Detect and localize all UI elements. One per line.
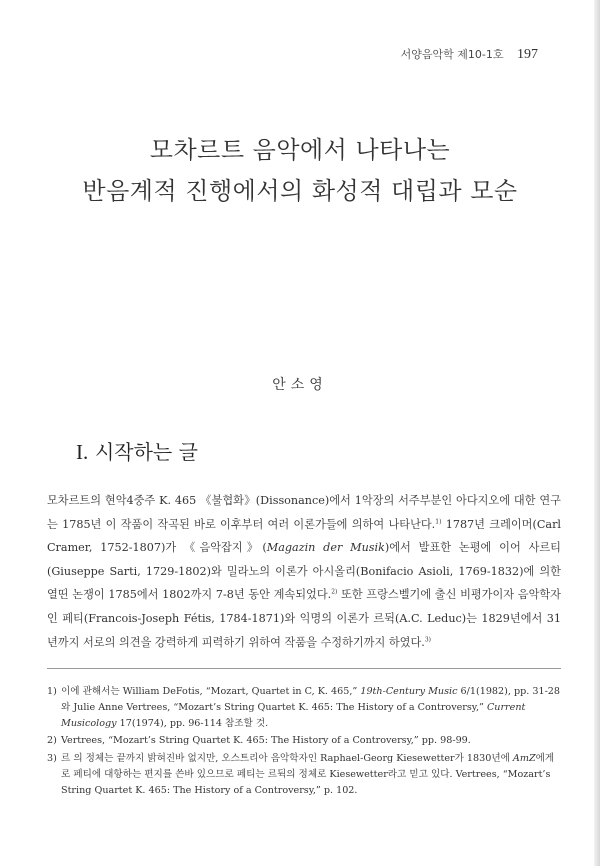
footnote-1-part-a: 이에 관해서는 William DeFotis, “Mozart, Quartet in C, K. 465,”	[61, 686, 361, 697]
sentence-2: 1787년 크레이머(Carl Cramer, 1752-1807)가 《음악잡지》(	[47, 517, 562, 555]
paragraph-text	[47, 489, 561, 654]
journal-title-current-musicology: Current Musicology	[61, 701, 526, 729]
journal-name: 서양음악학 제10-1호	[400, 48, 504, 61]
footnote-text	[61, 684, 561, 731]
footnote-ref-3[interactable]: 3)	[424, 635, 432, 643]
footnote-3-part-b: 에게로 페티에 대항하는 편지를 쓴바 있으므로 페티는 르뒥의 정체로 Kiesewetter라고 믿고 있다. Vertrees, “Mozart’s String Quartet K. 465: The History of a Controversy,” p. 102.	[61, 753, 555, 796]
section-number: I.	[76, 440, 89, 464]
sentence-4: 또한 프랑스벨기에 출신 비평가이자 음악학자인 페티(Francois-Joseph Fétis, 1784-1871)와 익명의 이론가 르뒥(A.C. Leduc)는 1829년에서 31년까지 서로의 의견을 강력하게 피력하기 위하여 작품을 수정하기까지 하였다.	[47, 588, 561, 649]
sentence-1: 모차르트의 현악4중주 K. 465 《불협화》(Dissonance)에서 1악장의 서주부분인 아다지오에 대한 연구는 1785년 이 작품이 작곡된 바로 이후부터 여러 이론가들에 의하여 나타난다.	[47, 494, 561, 531]
paper-title	[0, 130, 600, 212]
footnote-1-part-c: 17(1974), pp. 96-114 참조할 것.	[116, 717, 269, 729]
footnote-2	[47, 733, 561, 749]
footnote-ref-2[interactable]: 2)	[331, 588, 338, 596]
footnote-text	[61, 751, 561, 798]
section-title: 시작하는 글	[94, 440, 198, 464]
section-heading	[76, 436, 198, 465]
footnote-1-part-b: 6/1(1982), pp. 31-28와 Julie Anne Vertrees, “Mozart’s String Quartet K. 465: The History of a Controversy,”	[61, 686, 561, 713]
page-number: 197	[517, 47, 538, 62]
sentence-3: )에서 발표한 논평에 이어 사르티(Giuseppe Sarti, 1729-1802)와 밀라노의 이론가 아시올리(Bonifacio Asioli, 1769-1832)에 의한 열띤 논쟁이 1785에서 1802까지 7-8년 동안 계속되었다.	[47, 541, 561, 602]
footnote-number: 1)	[47, 686, 57, 697]
footnote-number: 2)	[47, 735, 57, 747]
footnotes	[47, 684, 561, 801]
footnote-divider	[47, 668, 561, 669]
body-paragraph	[47, 489, 561, 654]
journal-title-19th-century-music: 19th-Century Music	[360, 686, 458, 697]
running-head	[401, 46, 538, 63]
journal-abbrev-amz: AmZ	[512, 753, 536, 765]
footnote-text: Vertrees, “Mozart’s String Quartet K. 465: The History of a Controversy,” pp. 98-99.	[61, 735, 471, 747]
footnote-1	[47, 684, 561, 731]
title-line-2: 반음계적 진행에서의 화성적 대립과 모순	[82, 177, 518, 205]
title-line-1: 모차르트 음악에서 나타나는	[149, 136, 451, 164]
magazine-title: Magazin der Musik	[266, 541, 385, 555]
author-name: 안소영	[272, 377, 328, 393]
footnote-ref-1[interactable]: 1)	[435, 517, 442, 525]
footnote-number: 3)	[47, 753, 57, 765]
footnote-3-part-a: 르 의 정체는 끝까지 밝혀진바 없지만, 오스트리아 음악학자인 Raphael-Georg Kiesewetter가 1830년에	[61, 753, 513, 765]
footnote-3	[47, 751, 561, 798]
